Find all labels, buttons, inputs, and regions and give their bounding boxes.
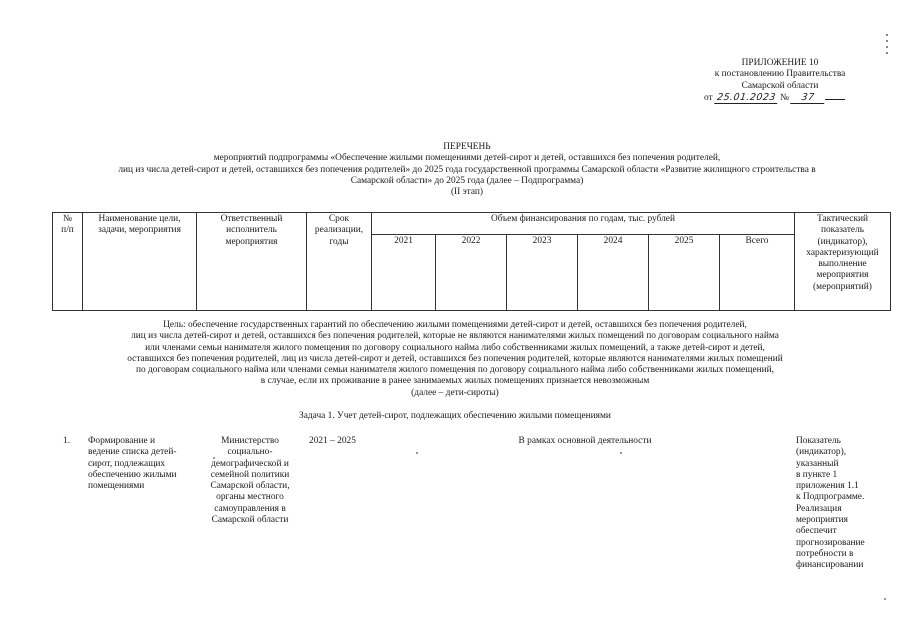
row1-number: 1. <box>63 436 71 446</box>
goal-line: оставшихся без попечения родителей, лиц из числа детей-сирот и детей, оставшихся без попечения родителей, которые являются нанимателями жилых помещений <box>127 353 783 364</box>
handwritten-date: 25.01.2023 <box>714 92 778 104</box>
year-header-2021: 2021 <box>372 234 436 310</box>
col-header-indicator: Тактический показатель (индикатор), характеризующий выполнение мероприятия (мероприятий) <box>795 213 891 311</box>
year-header-total: Всего <box>720 234 795 310</box>
title-stage: (II этап) <box>450 187 484 198</box>
year-header-2024: 2024 <box>578 234 649 310</box>
row1-name: Формирование и ведение списка детей- сирот, подлежащих обеспечению жилыми помещениями <box>88 436 177 492</box>
document-title <box>60 142 874 198</box>
handwritten-number: 37 <box>790 92 826 104</box>
header-table <box>52 212 891 311</box>
year-header-2023: 2023 <box>507 234 578 310</box>
number-underline <box>825 99 845 100</box>
scan-speck <box>213 457 215 459</box>
scan-edge-marks <box>884 30 890 60</box>
appendix-title: ПРИЛОЖЕНИЕ 10 <box>741 58 819 68</box>
scan-speck <box>884 598 886 600</box>
goal-line: по договорам социального найма или членами семьи нанимателя жилого помещения по договору социального найма либо собственниками жилых помещений, <box>135 365 774 376</box>
number-prefix: № <box>780 92 789 103</box>
title-line: лиц из числа детей-сирот и детей, оставшихся без попечения родителей» до 2025 года государственной программы Самарской области «Развитие жилищного строительства в <box>118 164 816 175</box>
appendix-line-resolution: к постановлению Правительства <box>714 69 846 80</box>
goal-line: (далее – дети-сироты) <box>411 387 499 398</box>
goal-line: или членами семьи нанимателя жилого помещения по договору социального найма либо собственниками жилых помещений, а также детей-сирот и детей, <box>145 342 765 353</box>
row1-executor: Министерство социально- демографической и семейной политики Самарской области, органы местного самоуправления в Самарской области <box>210 436 290 526</box>
appendix-line-region: Самарской области <box>741 80 819 91</box>
goal-text <box>60 320 850 399</box>
year-header-2022: 2022 <box>436 234 507 310</box>
row1-financing: В рамках основной деятельности <box>518 436 652 446</box>
task-heading: Задача 1. Учет детей-сирот, подлежащих обеспечению жилыми помещениями <box>299 411 611 421</box>
appendix-block <box>680 58 880 104</box>
title-heading: ПЕРЕЧЕНЬ <box>443 142 491 152</box>
scan-speck <box>620 452 622 454</box>
year-header-2025: 2025 <box>649 234 720 310</box>
row1-indicator: Показатель (индикатор), указанный в пункте 1 приложения 1.1 к Подпрограмме. Реализация мероприятия обеспечит прогнозирование потребности в финансировании <box>796 436 865 571</box>
col-header-executor: Ответственный исполнитель мероприятия <box>197 213 307 311</box>
appendix-date-line <box>680 92 880 104</box>
col-header-term: Срок реализации, годы <box>307 213 372 311</box>
title-line: мероприятий подпрограммы «Обеспечение жилыми помещениями детей-сирот и детей, оставшихся без попечения родителей, <box>213 153 721 164</box>
goal-line: Цель: обеспечение государственных гарантий по обеспечению жилыми помещениями детей-сирот и детей, оставшихся без попечения родителей, <box>163 320 747 330</box>
col-header-number: № п/п <box>53 213 83 311</box>
scan-speck <box>416 452 418 454</box>
goal-line: в случае, если их проживание в ранее занимаемых жилых помещениях признается невозможным <box>260 376 650 387</box>
date-prefix: от <box>704 92 713 103</box>
title-line: Самарской области» до 2025 года (далее – Подпрограмма) <box>350 175 584 186</box>
col-header-financing: Объем финансирования по годам, тыс. рублей <box>372 213 795 235</box>
row1-term: 2021 – 2025 <box>309 436 356 446</box>
col-header-name: Наименование цели, задачи, мероприятия <box>83 213 197 311</box>
goal-line: лиц из числа детей-сирот и детей, оставшихся без попечения родителей, которые не являются нанимателями жилых помещений по договорам социального найма <box>131 331 779 342</box>
